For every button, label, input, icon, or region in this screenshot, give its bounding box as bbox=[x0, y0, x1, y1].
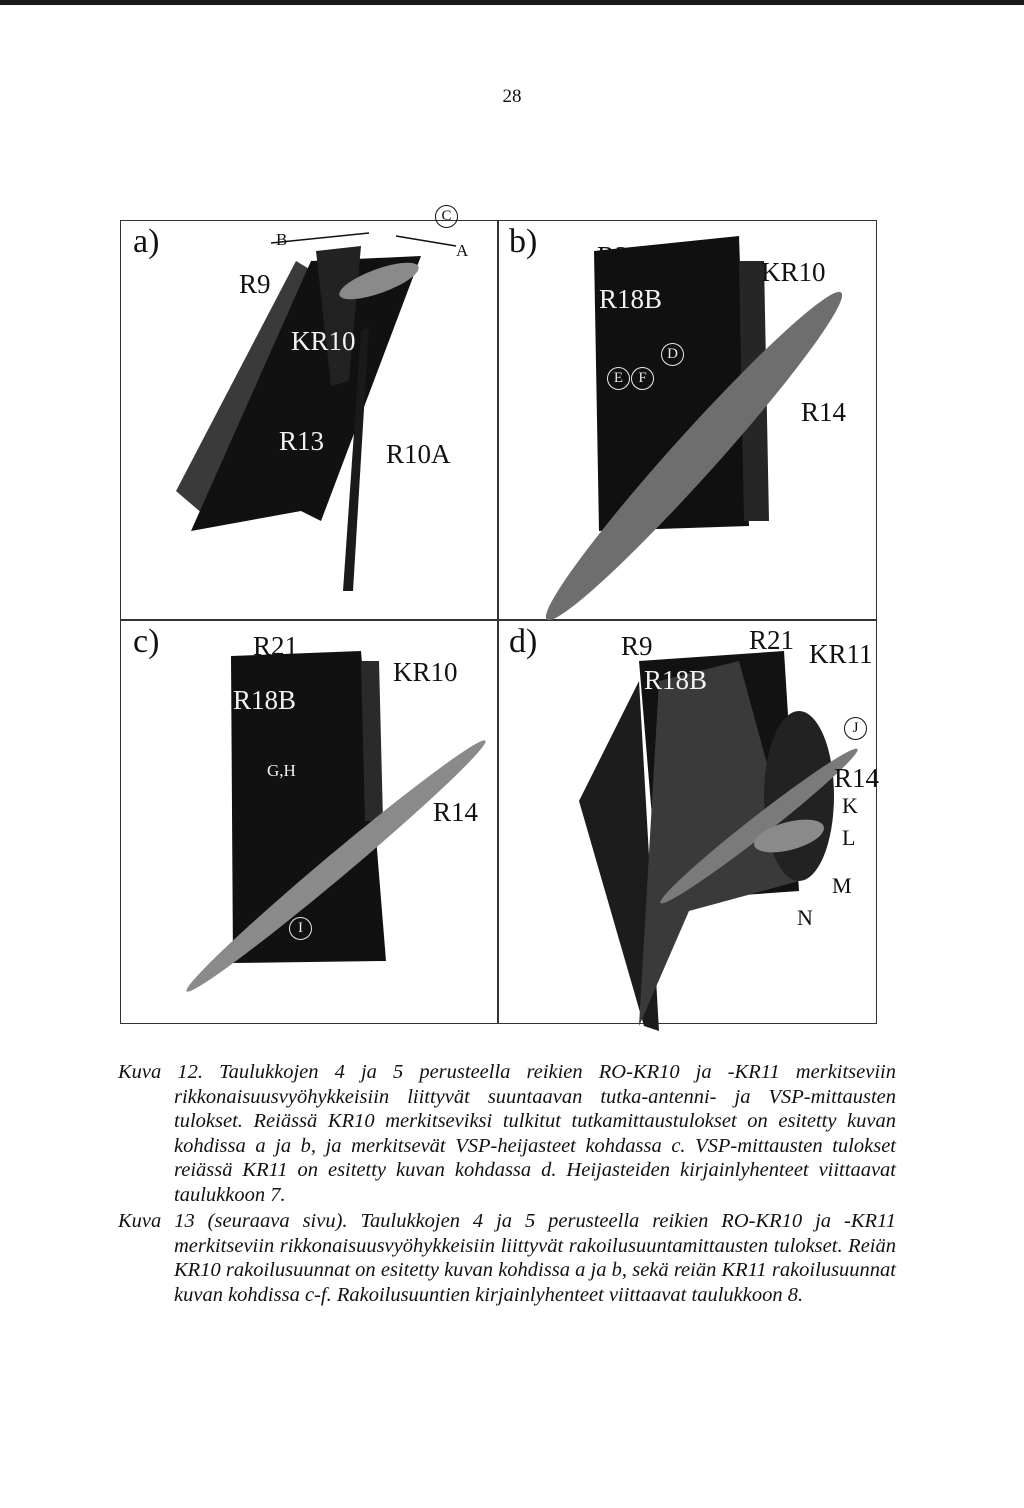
panel-d bbox=[499, 621, 880, 1019]
caption-kuva-12: Kuva 12. Taulukkojen 4 ja 5 perusteella reikien RO-KR10 ja -KR11 merkitseviin rikkonaisuusvyöhykkeisiin liittyvät suuntaavan tutka-antenni- ja VSP-mittausten tulokset. Reiässä KR10 merkitseviksi tulkitut tutkamittaustulokset on esitetty kuvan kohdissa a ja b, ja merkitsevät VSP-heijasteet kohdassa c. VSP-mittausten tulokset reiässä KR11 on esitetty kuvan kohdassa d. Heijasteiden kirjainlyhenteet viittaavat taulukkoon 7. bbox=[118, 1061, 896, 1206]
label-i: I bbox=[289, 917, 312, 940]
label-r18b: R18B bbox=[644, 665, 708, 695]
label-kr11: KR11 bbox=[809, 639, 873, 669]
label-d: D bbox=[661, 343, 684, 366]
label-n: N bbox=[797, 905, 813, 930]
panel-d-label: d) bbox=[509, 623, 538, 660]
label-r10a: R10A bbox=[386, 439, 451, 469]
label-r18b: R18B bbox=[599, 284, 663, 314]
caption-kuva-13: Kuva 13 (seuraava sivu). Taulukkojen 4 ja 5 perusteella reikien RO-KR10 ja -KR11 merkitseviin rikkonaisuusvyöhykkeisiin liittyvät rakoilusuuntamittausten tulokset. Reiän KR10 rakoilusuunnat on esitetty kuvan kohdissa a ja b, sekä reiän KR11 rakoilusuunnat kuvan kohdissa c-f. Rakoilusuuntien kirjainlyhenteet viittaavat taulukkoon 8. bbox=[118, 1210, 896, 1306]
panel-c-label: c) bbox=[133, 623, 160, 660]
label-f: F bbox=[631, 367, 654, 390]
label-a: A bbox=[456, 241, 469, 260]
label-j: J bbox=[844, 717, 867, 740]
panel-b bbox=[499, 221, 875, 619]
label-r9: R9 bbox=[239, 269, 271, 299]
panel-a bbox=[121, 208, 497, 619]
label-r14: R14 bbox=[433, 797, 479, 827]
label-r9: R9 bbox=[621, 631, 653, 661]
panel-a-illustration bbox=[121, 221, 497, 619]
label-e: E bbox=[607, 367, 630, 390]
label-r18b: R18B bbox=[233, 685, 297, 715]
panel-c bbox=[121, 621, 497, 1019]
figure-12 bbox=[120, 208, 880, 1024]
label-k: K bbox=[842, 793, 858, 818]
label-r14: R14 bbox=[834, 763, 880, 793]
label-m: M bbox=[832, 873, 852, 898]
label-r21: R21 bbox=[597, 241, 643, 271]
label-l: L bbox=[842, 825, 856, 850]
page-top-rule bbox=[0, 0, 1024, 5]
figure-captions bbox=[118, 1060, 896, 1309]
label-kr10: KR10 bbox=[393, 657, 458, 687]
panel-b-label: b) bbox=[509, 223, 538, 260]
label-b: B bbox=[276, 230, 288, 249]
label-r13: R13 bbox=[279, 426, 325, 456]
label-gh: G,H bbox=[267, 761, 296, 780]
label-kr10: KR10 bbox=[761, 257, 826, 287]
label-r21: R21 bbox=[253, 631, 299, 661]
label-kr10: KR10 bbox=[291, 326, 356, 356]
label-r14: R14 bbox=[801, 397, 847, 427]
panel-a-label: a) bbox=[133, 223, 160, 260]
label-c: C bbox=[435, 205, 458, 228]
label-r21: R21 bbox=[749, 625, 795, 655]
page-number: 28 bbox=[502, 86, 522, 107]
